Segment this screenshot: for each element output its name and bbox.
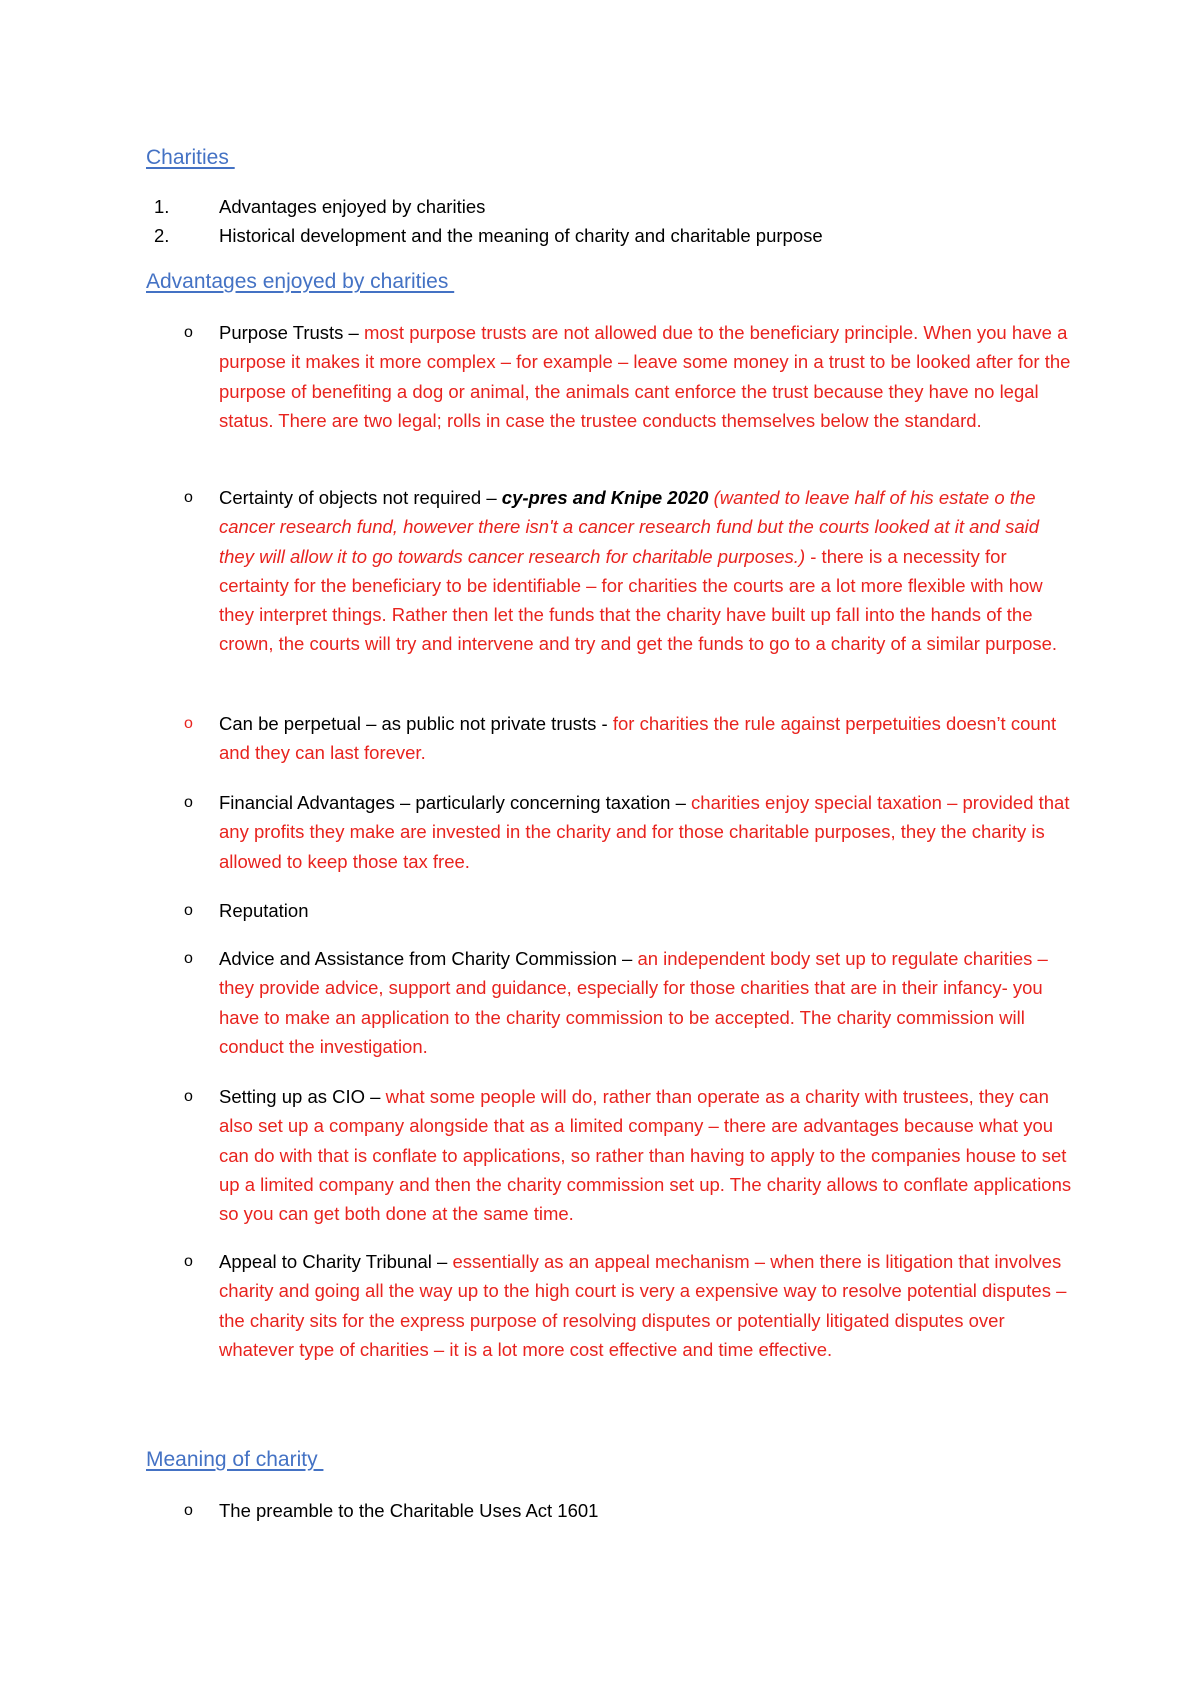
bullet-marker: o <box>184 715 193 732</box>
meaning-list <box>146 1496 1076 1525</box>
list-item-preamble <box>146 1496 1076 1525</box>
outline-item <box>146 196 823 225</box>
bullet-marker: o <box>184 902 193 919</box>
page-title: Charities <box>146 146 235 169</box>
outline-text: Advantages enjoyed by charities <box>219 196 486 217</box>
list-item-financial <box>146 788 1076 876</box>
item-note: an independent body set up to regulate charities – they provide advice, support and guidance, especially for those charities that are in their infancy- you have to make an application to the charity commission to be accepted. The charity commission will conduct the investigation. <box>219 948 1048 1057</box>
item-term: Purpose Trusts – <box>219 322 364 343</box>
case-name: cy-pres and Knipe 2020 <box>501 487 709 508</box>
item-note: for charities the rule against perpetuities doesn’t count and they can last forever. <box>219 713 1057 764</box>
item-note: most purpose trusts are not allowed due to the beneficiary principle. When you have a purpose it makes it more complex – for example – leave some money in a trust to be looked after for the purpose of benefiting a dog or animal, the animals cant enforce the trust because they have no legal status. There are two legal; rolls in case the trustee conducts themselves below the standard. <box>219 322 1071 431</box>
item-term: Certainty of objects not required – <box>219 487 502 508</box>
bullet-marker: o <box>184 1502 193 1519</box>
item-term: Reputation <box>219 900 309 921</box>
bullet-marker: o <box>184 1088 193 1105</box>
list-item-purpose-trusts <box>146 318 1076 435</box>
outline-number: 1. <box>154 196 170 217</box>
case-note: (wanted to leave half of his estate o the cancer research fund, however there isn't a cancer research fund but the courts looked at it and said they will allow it to go towards cancer research for charitable purposes.) <box>219 487 1040 567</box>
item-note: - there is a necessity for certainty for the beneficiary to be identifiable – for charities the courts are a lot more flexible with how they interpret things. Rather then let the funds that the charity have built up fall into the hands of the crown, the courts will try and intervene and try and get the funds to go to a charity of a similar purpose. <box>219 545 1058 655</box>
outline-text: Historical development and the meaning of charity and charitable purpose <box>219 225 823 246</box>
advantages-heading: Advantages enjoyed by charities <box>146 270 455 293</box>
item-term: Financial Advantages – particularly concerning taxation – <box>219 792 692 813</box>
list-item-perpetual <box>146 709 1076 768</box>
item-term: Can be perpetual – as public not private trusts - <box>219 713 613 734</box>
item-note: charities enjoy special taxation – provided that any profits they make are invested in the charity and for those charitable purposes, they the charity is allowed to keep those tax free. <box>219 792 1070 872</box>
item-term: Setting up as CIO – <box>219 1086 386 1107</box>
item-term: Advice and Assistance from Charity Commission – <box>219 948 638 969</box>
list-item-certainty <box>146 483 1076 659</box>
list-item-tribunal <box>146 1247 1076 1364</box>
item-note: essentially as an appeal mechanism – when there is litigation that involves charity and going all the way up to the high court is very a expensive way to resolve potential disputes – the charity sits for the express purpose of resolving disputes or potentially litigated disputes over whatever type of charities – it is a lot more cost effective and time effective. <box>219 1251 1067 1360</box>
bullet-marker: o <box>184 1253 193 1270</box>
outline-number: 2. <box>154 225 170 246</box>
bullet-marker: o <box>184 950 193 967</box>
outline-list <box>146 196 823 254</box>
bullet-marker: o <box>184 794 193 811</box>
list-item-advice <box>146 944 1076 1061</box>
bullet-marker: o <box>184 489 193 506</box>
outline-item <box>146 225 823 254</box>
meaning-heading: Meaning of charity <box>146 1448 324 1471</box>
bullet-marker: o <box>184 324 193 341</box>
item-term: The preamble to the Charitable Uses Act 1601 <box>219 1500 599 1521</box>
list-item-cio <box>146 1082 1076 1228</box>
item-note: what some people will do, rather than operate as a charity with trustees, they can also set up a company alongside that as a limited company – there are advantages because what you can do with that is conflate to applications, so rather than having to apply to the companies house to set up a limited company and then the charity commission set up. The charity allows to conflate applications so you can get both done at the same time. <box>219 1086 1072 1225</box>
item-term: Appeal to Charity Tribunal – <box>219 1251 453 1272</box>
list-item-reputation <box>146 896 308 925</box>
